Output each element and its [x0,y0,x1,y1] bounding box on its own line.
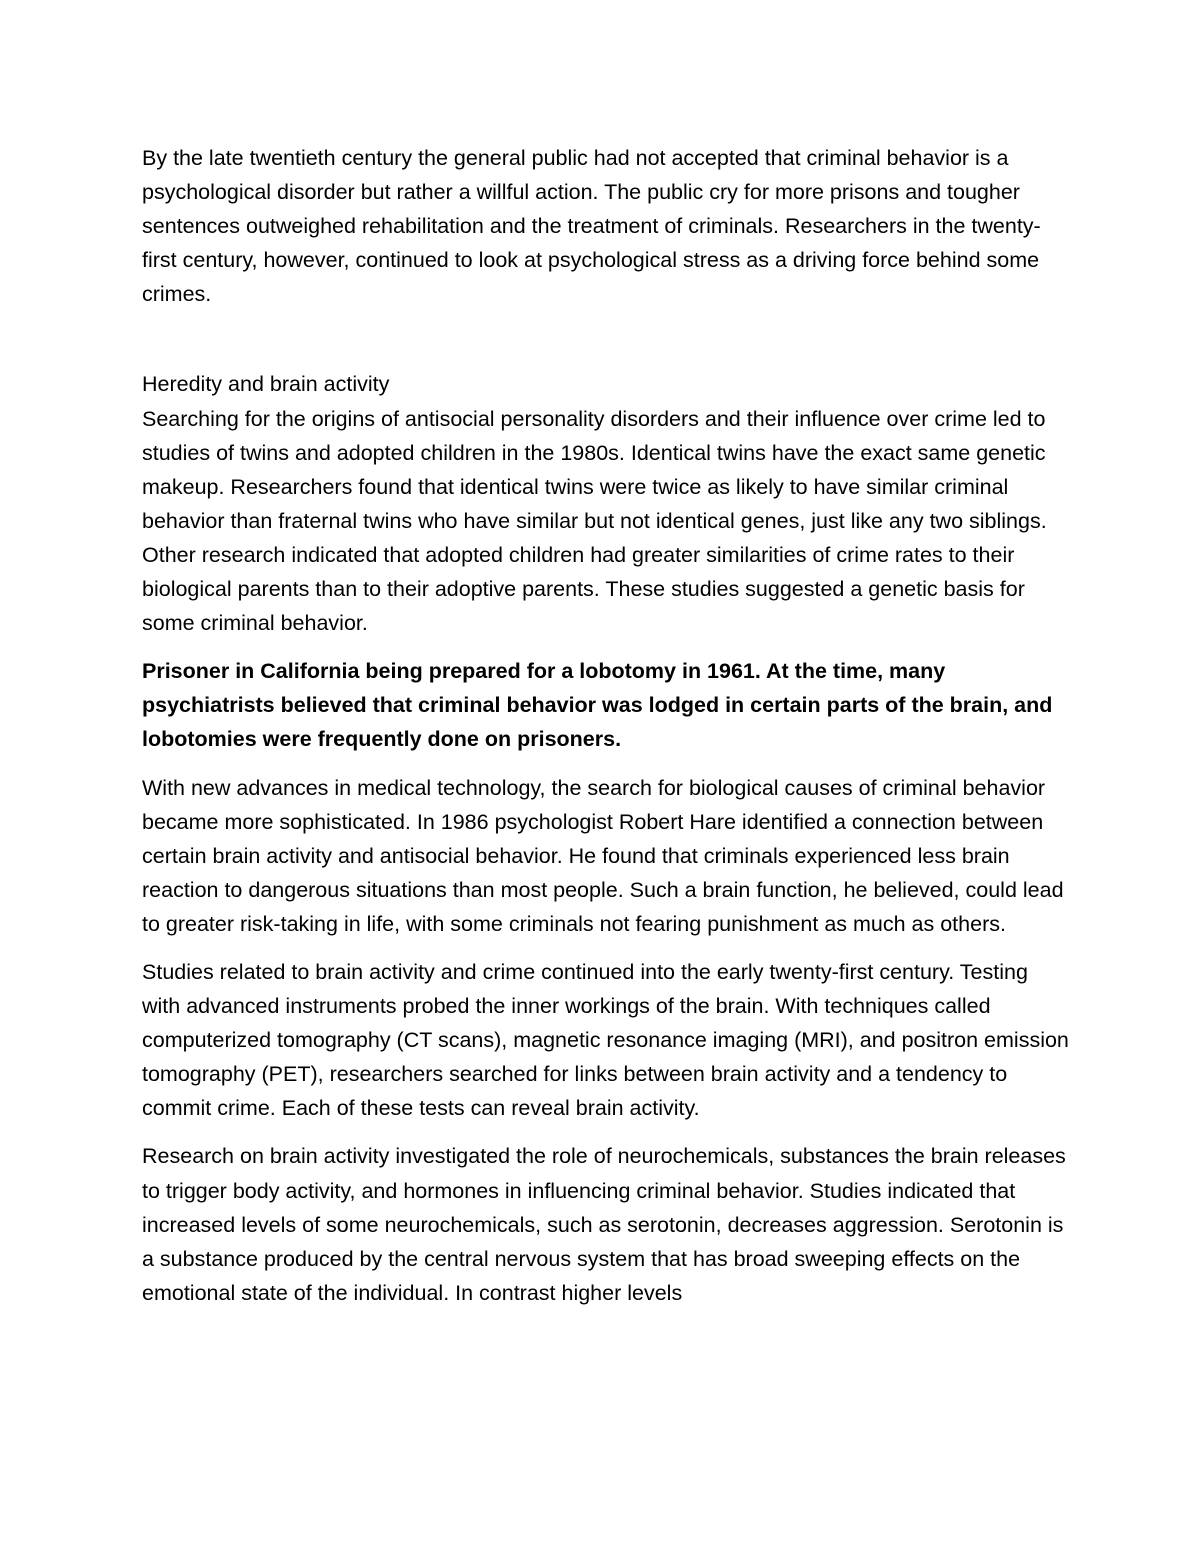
image-caption: Prisoner in California being prepared for a lobotomy in 1961. At the time, many psychiatrists believed that criminal behavior was lodged in certain parts of the brain, and lobotomies were frequently done on prisoners. [142,659,1053,752]
heredity-paragraph: Searching for the origins of antisocial personality disorders and their influence over crime led to studies of twins and adopted children in the 1980s. Identical twins have the exact same genetic makeup. Researchers found that identical twins were twice as likely to have similar criminal behavior than fraternal twins who have similar but not identical genes, just like any two siblings. Other research indicated that adopted children had greater similarities of crime rates to their biological parents than to their adoptive parents. These studies suggested a genetic basis for some criminal behavior. [142,406,1047,636]
section-heading: Heredity and brain activity [142,372,390,397]
studies-paragraph: Studies related to brain activity and crime continued into the early twenty-first century. Testing with advanced instruments probed the inner workings of the brain. With techniques called computerized tomography (CT scans), magnetic resonance imaging (MRI), and positron emission tomography (PET), researchers searched for links between brain activity and a tendency to commit crime. Each of these tests can reveal brain activity. [142,959,1069,1121]
intro-paragraph: By the late twentieth century the general public had not accepted that criminal behavior is a psychological disorder but rather a willful action. The public cry for more prisons and tougher sentences outweighed rehabilitation and the treatment of criminals. Researchers in the twenty-first century, however, continued to look at psychological stress as a driving force behind some crimes. [142,146,1041,307]
research-paragraph: Research on brain activity investigated the role of neurochemicals, substances the brain releases to trigger body activity, and hormones in influencing criminal behavior. Studies indicated that increased levels of some neurochemicals, such as serotonin, decreases aggression. Serotonin is a substance produced by the central nervous system that has broad sweeping effects on the emotional state of the individual. In contrast higher levels [142,1144,1066,1305]
advances-paragraph: With new advances in medical technology, the search for biological causes of criminal behavior became more sophisticated. In 1986 psychologist Robert Hare identified a connection between certain brain activity and antisocial behavior. He found that criminals experienced less brain reaction to dangerous situations than most people. Such a brain function, he believed, could lead to greater risk-taking in life, with some criminals not fearing punishment as much as others. [142,775,1064,936]
